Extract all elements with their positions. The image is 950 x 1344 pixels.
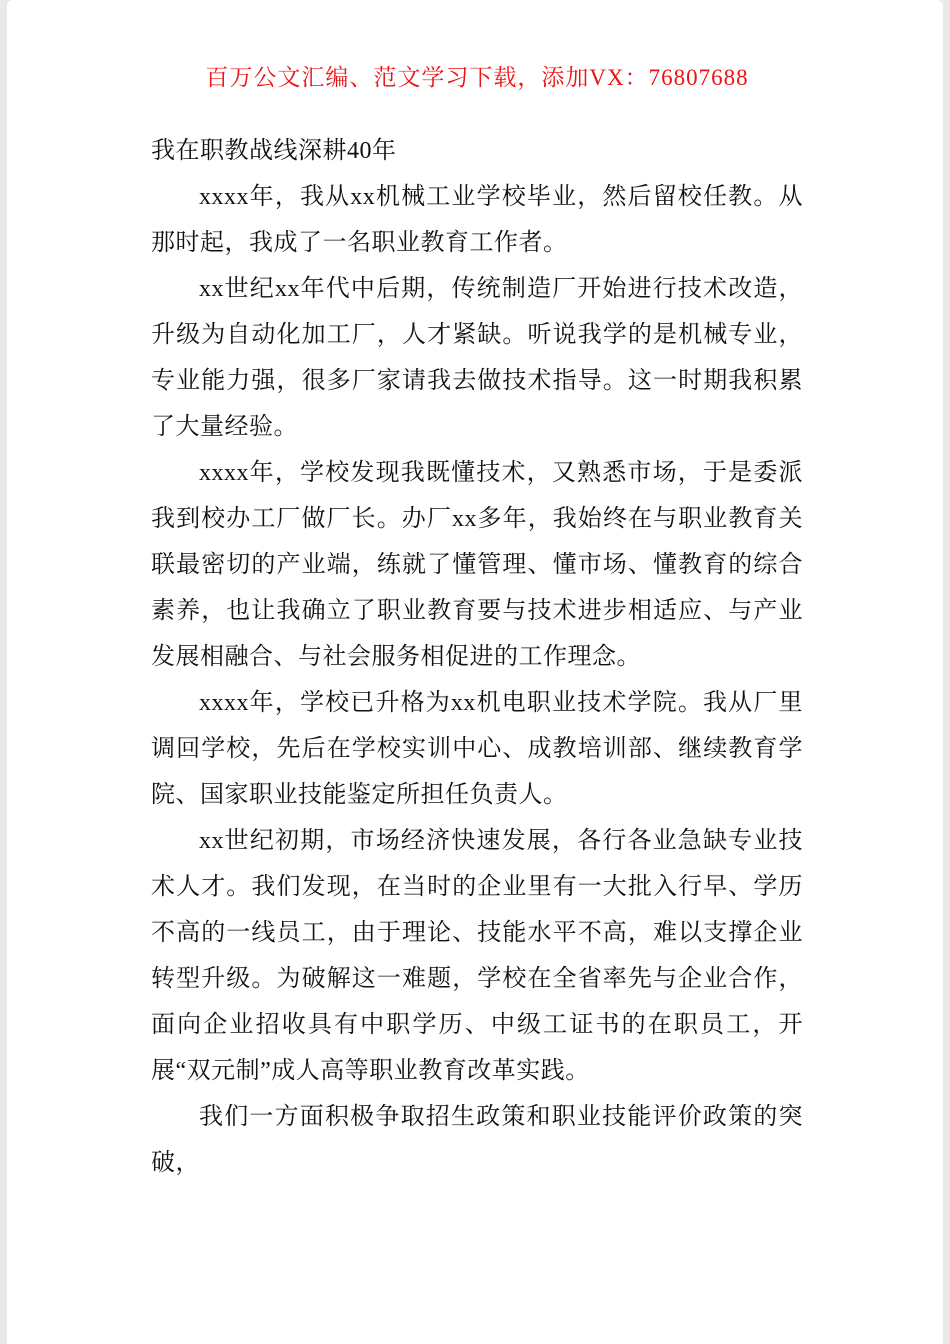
paragraph: xx世纪xx年代中后期，传统制造厂开始进行技术改造，升级为自动化加工厂，人才紧缺。听说我学的是机械专业，专业能力强，很多厂家请我去做技术指导。这一时期我积累了大量经验。: [151, 276, 803, 440]
document-page: [7, 0, 943, 1344]
document-body: [151, 128, 803, 1186]
paragraph: xxxx年，学校已升格为xx机电职业技术学院。我从厂里调回学校，先后在学校实训中心、成教培训部、继续教育学院、国家职业技能鉴定所担任负责人。: [151, 690, 803, 808]
header-notice-text: 百万公文汇编、范文学习下载，添加VX：76807688: [205, 65, 749, 90]
paragraph: xxxx年，我从xx机械工业学校毕业，然后留校任教。从那时起，我成了一名职业教育工作者。: [151, 184, 803, 256]
paragraph: xxxx年，学校发现我既懂技术，又熟悉市场，于是委派我到校办工厂做厂长。办厂xx多年，我始终在与职业教育关联最密切的产业端，练就了懂管理、懂市场、懂教育的综合素养，也让我确立了职业教育要与技术进步相适应、与产业发展相融合、与社会服务相促进的工作理念。: [151, 460, 803, 670]
page-content: [7, 0, 943, 1186]
paragraph: xx世纪初期，市场经济快速发展，各行各业急缺专业技术人才。我们发现，在当时的企业里有一大批入行早、学历不高的一线员工，由于理论、技能水平不高，难以支撑企业转型升级。为破解这一难题，学校在全省率先与企业合作，面向企业招收具有中职学历、中级工证书的在职员工，开展“双元制”成人高等职业教育改革实践。: [151, 828, 803, 1084]
paragraph: 我们一方面积极争取招生政策和职业技能评价政策的突破，: [151, 1104, 803, 1176]
document-title: 我在职教战线深耕40年: [151, 138, 397, 164]
